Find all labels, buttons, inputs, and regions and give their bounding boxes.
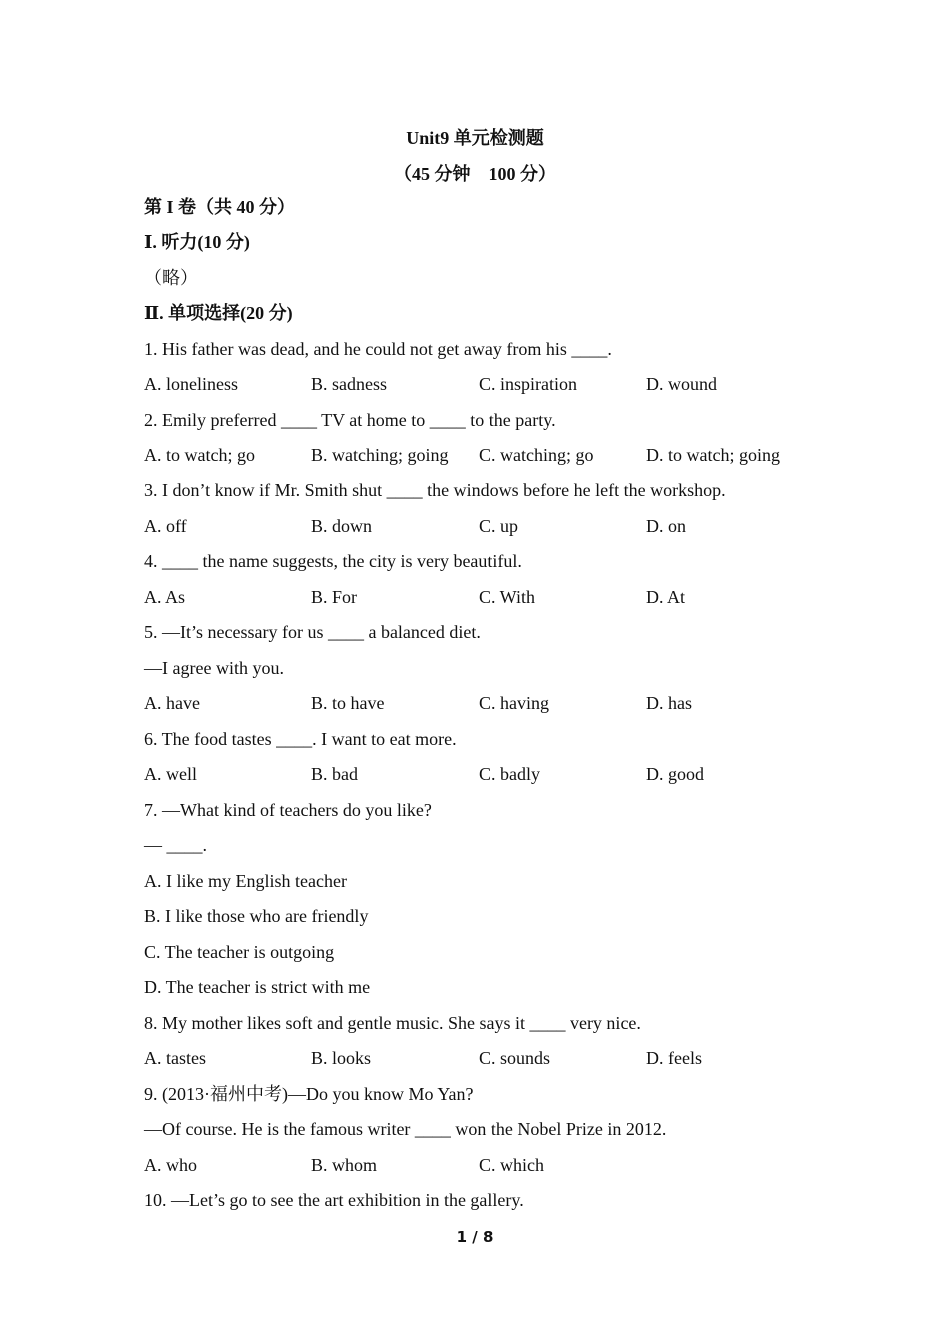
page-number: 1 / 8 [456, 1228, 494, 1246]
q8-option-d: D. feels [646, 1048, 702, 1068]
question-5-reply: —I agree with you. [144, 658, 284, 678]
q7-option-b: B. I like those who are friendly [144, 906, 369, 926]
q7-option-a: A. I like my English teacher [144, 871, 347, 891]
q3-option-d: D. on [646, 516, 686, 536]
page-title: Unit9 单元检测题 [406, 128, 544, 148]
q3-option-c: C. up [479, 516, 519, 536]
section-heading-choice: Ⅱ. 单项选择(20 分) [144, 303, 293, 323]
q4-option-b: B. For [311, 587, 358, 607]
q8-option-b: B. looks [311, 1048, 372, 1068]
question-8: 8. My mother likes soft and gentle music. She says it ____ very nice. [144, 1013, 641, 1033]
listening-note: （略） [144, 268, 198, 288]
q3-option-a: A. off [144, 516, 187, 536]
question-7: 7. —What kind of teachers do you like? [144, 800, 432, 820]
q7-option-d: D. The teacher is strict with me [144, 977, 371, 997]
q9-option-b: B. whom [311, 1155, 378, 1175]
question-2: 2. Emily preferred ____ TV at home to ____ to the party. [144, 410, 556, 430]
q6-option-d: D. good [646, 764, 704, 784]
q9-option-c: C. which [479, 1155, 544, 1175]
q4-option-c: C. With [479, 587, 535, 607]
question-1: 1. His father was dead, and he could not get away from his ____. [144, 339, 612, 359]
q6-option-a: A. well [144, 764, 197, 784]
q4-option-a: A. As [144, 587, 186, 607]
q7-option-c: C. The teacher is outgoing [144, 942, 335, 962]
q8-option-c: C. sounds [479, 1048, 551, 1068]
q8-option-a: A. tastes [144, 1048, 206, 1068]
q5-option-b: B. to have [311, 693, 385, 713]
q1-option-c: C. inspiration [479, 374, 577, 394]
q2-option-d: D. to watch; going [646, 445, 780, 465]
q2-option-a: A. to watch; go [144, 445, 255, 465]
q9-option-a: A. who [144, 1155, 197, 1175]
q2-option-c: C. watching; go [479, 445, 594, 465]
q5-option-c: C. having [479, 693, 549, 713]
question-6: 6. The food tastes ____. I want to eat more. [144, 729, 457, 749]
part-heading: 第 I 卷（共 40 分） [144, 197, 296, 217]
page-subtitle: （45 分钟 100 分） [394, 164, 556, 184]
question-10: 10. —Let’s go to see the art exhibition in the gallery. [144, 1190, 524, 1210]
question-3: 3. I don’t know if Mr. Smith shut ____ the windows before he left the workshop. [144, 480, 726, 500]
question-4: 4. ____ the name suggests, the city is very beautiful. [144, 551, 522, 571]
q3-option-b: B. down [311, 516, 373, 536]
question-5: 5. —It’s necessary for us ____ a balanced diet. [144, 622, 481, 642]
section-heading-listening: Ⅰ. 听力(10 分) [144, 232, 250, 252]
q6-option-b: B. bad [311, 764, 358, 784]
question-9: 9. (2013·福州中考)—Do you know Mo Yan? [144, 1084, 474, 1104]
q5-option-d: D. has [646, 693, 692, 713]
q1-option-b: B. sadness [311, 374, 387, 394]
question-9-reply: —Of course. He is the famous writer ____ won the Nobel Prize in 2012. [144, 1119, 667, 1139]
q2-option-b: B. watching; going [311, 445, 449, 465]
q4-option-d: D. At [646, 587, 686, 607]
q6-option-c: C. badly [479, 764, 540, 784]
q1-option-d: D. wound [646, 374, 717, 394]
q1-option-a: A. loneliness [144, 374, 238, 394]
q5-option-a: A. have [144, 693, 200, 713]
question-7-reply: — ____. [144, 835, 207, 855]
